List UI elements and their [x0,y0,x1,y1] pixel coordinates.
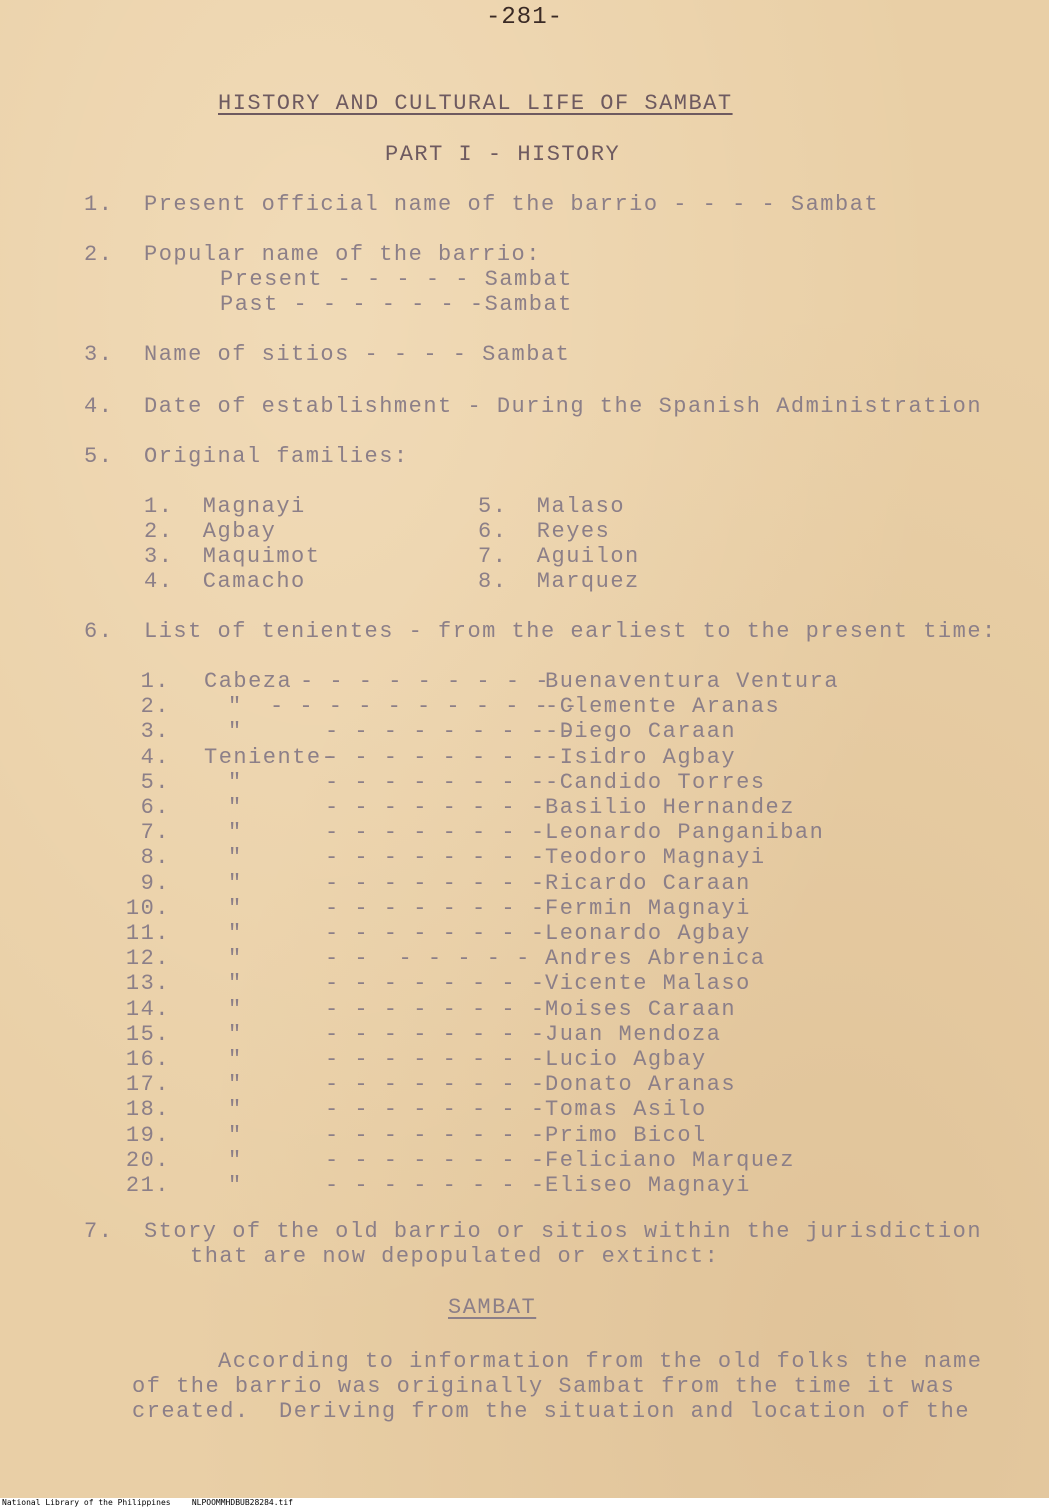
teniente-title: Cabeza [204,669,293,694]
teniente-name: Donato Aranas [545,1072,737,1097]
teniente-name: Andres Abrenica [545,946,766,971]
teniente-name: -Isidro Agbay [545,745,737,770]
teniente-title: " [228,1097,243,1122]
teniente-title: " [228,719,243,744]
teniente-dashes: - - - - - - - - [325,896,546,921]
teniente-title: " [228,795,243,820]
teniente-name: Leonardo Agbay [545,921,751,946]
item-number: 2. [84,242,114,267]
teniente-dashes: - - - - - - - - [325,1123,546,1148]
teniente-name: Fermin Magnayi [545,896,751,921]
teniente-number: 12. [125,946,170,971]
teniente-dashes: - - - - - - - - - [325,719,575,744]
item-number: 6. [84,619,114,644]
teniente-title: " [228,820,243,845]
teniente-name: -Diego Caraan [545,719,737,744]
teniente-title: " [228,997,243,1022]
teniente-name: Leonardo Panganiban [545,820,825,845]
family-entry: 7. Aguilon [478,544,640,569]
teniente-dashes: - - - - - - - - [325,971,546,996]
teniente-number: 15. [125,1022,170,1047]
family-entry: 1. Magnayi [144,494,306,519]
teniente-dashes: - - - - - - - - - - - [270,694,579,719]
family-entry: 2. Agbay [144,519,277,544]
establishment-line: Date of establishment - During the Spanish Administration [144,394,983,419]
item-number: 3. [84,342,114,367]
teniente-title: " [228,1047,243,1072]
section-heading: SAMBAT [448,1295,537,1320]
file-label: NLPOOMMHDBUB28284.tif [191,1498,293,1507]
item-number: 4. [84,394,114,419]
family-entry: 6. Reyes [478,519,611,544]
teniente-title: " [228,896,243,921]
sitios-line: Name of sitios - - - - Sambat [144,342,571,367]
teniente-name: Primo Bicol [545,1123,707,1148]
document-title: HISTORY AND CULTURAL LIFE OF SAMBAT [218,91,733,116]
teniente-number: 14. [125,997,170,1022]
item-number: 7. [84,1219,114,1244]
teniente-number: 17. [125,1072,170,1097]
teniente-title: " [228,946,243,971]
teniente-name: Tomas Asilo [545,1097,707,1122]
teniente-name: Feliciano Marquez [545,1148,795,1173]
family-entry: 4. Camacho [144,569,306,594]
extinct-sitios-heading: Story of the old barrio or sitios within the jurisdiction [144,1219,983,1244]
teniente-name: Moises Caraan [545,997,737,1022]
library-label: National Library of the Philippines [2,1498,171,1507]
paragraph-line: created. Deriving from the situation and location of the [132,1399,971,1424]
scan-footer [0,1498,1049,1508]
item-number: 1. [84,192,114,217]
teniente-name: Basilio Hernandez [545,795,795,820]
part-heading: PART I - HISTORY [385,142,621,167]
teniente-dashes: - - - - - - - - [325,1173,546,1198]
popular-name-line: Popular name of the barrio: [144,242,541,267]
teniente-name: Eliseo Magnayi [545,1173,751,1198]
teniente-dashes: - - - - - - - - [325,1097,546,1122]
tenientes-heading: List of tenientes - from the earliest to the present time: [144,619,997,644]
teniente-title: " [228,1148,243,1173]
teniente-number: 21. [125,1173,170,1198]
teniente-number: 2. [140,694,170,719]
official-name-line: Present official name of the barrio - - - - Sambat [144,192,880,217]
teniente-name: Lucio Agbay [545,1047,707,1072]
teniente-title: " [228,845,243,870]
paragraph-line: According to information from the old folks the name [218,1349,983,1374]
teniente-dashes: - - - - - - - - - [300,669,550,694]
teniente-dashes: - - - - - - - - [325,845,546,870]
original-families-heading: Original families: [144,444,409,469]
teniente-number: 20. [125,1148,170,1173]
teniente-number: 5. [140,770,170,795]
teniente-number: 18. [125,1097,170,1122]
teniente-number: 3. [140,719,170,744]
teniente-number: 1. [140,669,170,694]
teniente-title: Teniente- [204,745,337,770]
page-number: -281- [485,4,563,31]
teniente-dashes: - - - - - - - - [325,921,546,946]
item-number: 5. [84,444,114,469]
teniente-name: -Clemente Aranas [545,694,781,719]
teniente-title: " [228,694,243,719]
teniente-name: Vicente Malaso [545,971,751,996]
teniente-name: Buenaventura Ventura [545,669,840,694]
teniente-number: 8. [140,845,170,870]
teniente-dashes: - - - - - - - - [325,745,546,770]
popular-name-past: Past - - - - - - -Sambat [220,292,573,317]
teniente-dashes: - - - - - - - - [325,770,546,795]
teniente-name: -Candido Torres [545,770,766,795]
teniente-name: Ricardo Caraan [545,871,751,896]
teniente-number: 16. [125,1047,170,1072]
family-entry: 8. Marquez [478,569,640,594]
teniente-dashes: - - - - - - - - [325,1148,546,1173]
teniente-dashes: - - - - - - - [325,946,531,971]
family-entry: 3. Maquimot [144,544,321,569]
family-entry: 5. Malaso [478,494,626,519]
teniente-title: " [228,1123,243,1148]
teniente-dashes: - - - - - - - - [325,997,546,1022]
teniente-name: Teodoro Magnayi [545,845,766,870]
teniente-title: " [228,1173,243,1198]
extinct-sitios-heading-cont: that are now depopulated or extinct: [190,1244,720,1269]
teniente-title: " [228,770,243,795]
teniente-title: " [228,871,243,896]
teniente-title: " [228,1022,243,1047]
teniente-title: " [228,921,243,946]
teniente-dashes: - - - - - - - - [325,1072,546,1097]
teniente-dashes: - - - - - - - - [325,1022,546,1047]
teniente-number: 9. [140,871,170,896]
popular-name-present: Present - - - - - Sambat [220,267,573,292]
teniente-name: Juan Mendoza [545,1022,722,1047]
teniente-number: 6. [140,795,170,820]
teniente-number: 19. [125,1123,170,1148]
teniente-dashes: - - - - - - - - [325,795,546,820]
teniente-number: 7. [140,820,170,845]
teniente-number: 13. [125,971,170,996]
teniente-number: 4. [140,745,170,770]
paragraph-line: of the barrio was originally Sambat from the time it was [132,1374,956,1399]
teniente-title: " [228,971,243,996]
teniente-number: 11. [125,921,170,946]
teniente-number: 10. [125,896,170,921]
teniente-title: " [228,1072,243,1097]
teniente-dashes: - - - - - - - - [325,871,546,896]
teniente-dashes: - - - - - - - - [325,820,546,845]
teniente-dashes: - - - - - - - - [325,1047,546,1072]
